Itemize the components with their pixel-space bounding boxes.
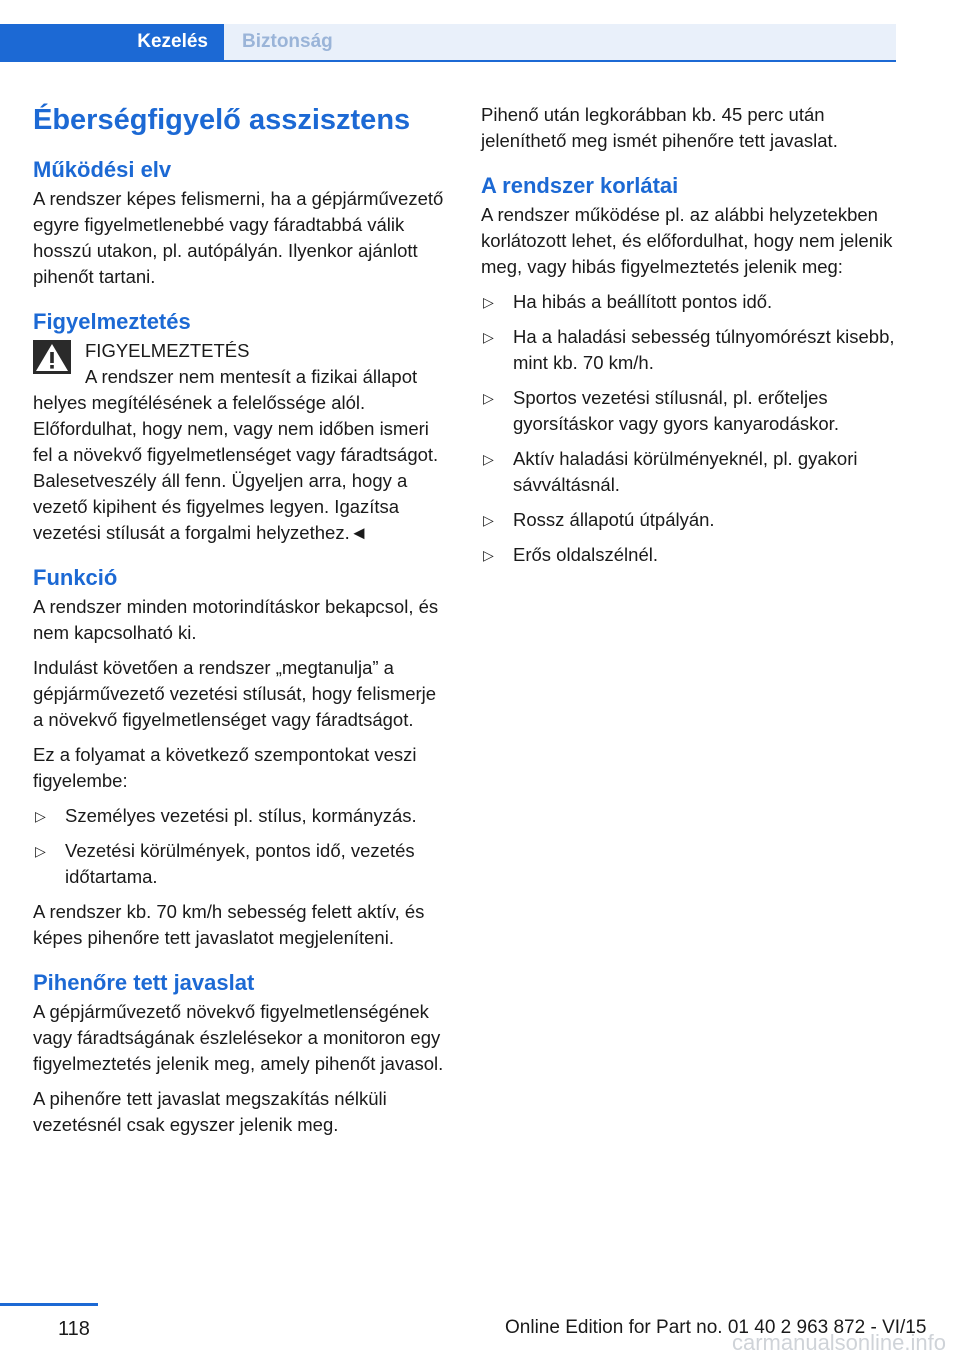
function-p2: Indulást követően a rendszer „megtanulja” a gépjárművezető vezetési stílusát, hogy felismerje a növekvő figyelmetlenséget vagy fáradtságot.	[33, 657, 437, 730]
list-item: ▷ Aktív haladási körülményeknél, pl. gyakori sávváltásnál.	[483, 448, 858, 495]
bullet-triangle-icon: ▷	[483, 512, 494, 528]
heading-principle: Működési elv	[33, 157, 172, 182]
bullet-triangle-icon: ▷	[483, 294, 494, 310]
list-item: ▷ Vezetési körülmények, pontos idő, vezetés időtartama.	[35, 840, 415, 887]
section-rest	[33, 969, 449, 1138]
edition-text: Online Edition for Part no. 01 40 2 963 872 - VI/15	[505, 1317, 927, 1338]
page-number: 118	[58, 1318, 90, 1340]
warning-label: FIGYELMEZTETÉS	[85, 340, 250, 361]
right-column	[481, 102, 897, 586]
warning-block	[33, 338, 449, 546]
principle-text: A rendszer képes felismerni, ha a gépjárművezető egyre figyelmetlenebbé vagy fáradtabbá válik hosszú utakon, pl. autópályán. Ilyenkor ajánlott pihenőt tartani.	[33, 188, 444, 287]
section-function	[33, 564, 449, 951]
watermark: carmanualsonline.info	[731, 1330, 946, 1355]
function-p3: Ez a folyamat a következő szempontokat veszi figyelembe:	[33, 744, 417, 791]
heading-warning: Figyelmeztetés	[33, 309, 191, 334]
header-rule	[0, 60, 896, 62]
warning-text: helyes megítélésének a felelőssége alól. Előfordulhat, hogy nem, vagy nem időben ismeri fel a növekvő figyelmetlenséget vagy fáradtságot. Balesetveszély áll fenn. Ügyeljen arra, hogy a vezető kipihent és figyelmes legyen. Igazítsa vezetési stílusát a forgalmi helyzethez.◄	[33, 392, 439, 543]
heading-limits: A rendszer korlátai	[481, 173, 679, 198]
function-p1: A rendszer minden motorindításkor bekapcsol, és nem kapcsolható ki.	[33, 596, 439, 643]
heading-function: Funkció	[33, 565, 118, 590]
list-item: ▷ Személyes vezetési pl. stílus, kormányzás.	[33, 803, 449, 829]
bullet-triangle-icon: ▷	[483, 329, 494, 345]
heading-rest: Pihenőre tett javaslat	[33, 970, 255, 995]
bullet-triangle-icon: ▷	[35, 808, 46, 824]
tab-biztonsag: Biztonság	[224, 24, 896, 60]
list-item: ▷ Ha hibás a beállított pontos idő.	[481, 289, 897, 315]
list-item: ▷ Ha a haladási sebesség túlnyomórészt kisebb, mint kb. 70 km/h.	[483, 326, 895, 373]
page-header	[0, 24, 896, 62]
footer-rule	[0, 1303, 98, 1306]
list-item: ▷ Erős oldalszélnél.	[481, 542, 897, 568]
bullet-triangle-icon: ▷	[483, 390, 494, 406]
bullet-triangle-icon: ▷	[483, 451, 494, 467]
function-bullet-list	[33, 803, 449, 890]
function-p4: A rendszer kb. 70 km/h sebesség felett aktív, és képes pihenőre tett javaslatot megjeleníteni.	[33, 901, 425, 948]
list-item: ▷ Sportos vezetési stílusnál, pl. erőteljes gyorsításkor vagy gyors kanyarodáskor.	[483, 387, 839, 434]
limits-p1: A rendszer működése pl. az alábbi helyzetekben korlátozott lehet, és előfordulhat, hogy nem jelenik meg, vagy hibás figyelmeztetés jelenik meg:	[481, 204, 893, 277]
warning-triangle-icon	[33, 340, 71, 374]
section-limits	[481, 172, 897, 568]
tab-kezeles: Kezelés	[0, 24, 224, 60]
section-warning	[33, 308, 449, 546]
warning-text-first: A rendszer nem mentesít a fizikai állapot	[85, 366, 418, 387]
rest-interval-text: Pihenő után legkorábban kb. 45 perc után jeleníthető meg ismét pihenőre tett javaslat.	[481, 104, 838, 151]
section-principle	[33, 156, 449, 290]
rest-p2: A pihenőre tett javaslat megszakítás nélküli vezetésnél csak egyszer jelenik meg.	[33, 1088, 387, 1135]
list-item: ▷ Rossz állapotú útpályán.	[481, 507, 897, 533]
limits-bullet-list	[481, 289, 897, 568]
bullet-triangle-icon: ▷	[483, 547, 494, 563]
rest-p1: A gépjárművezető növekvő figyelmetlenségének vagy fáradtságának észlelésekor a monitoron egy figyelmeztetés jelenik meg, amely pihenőt javasol.	[33, 1001, 444, 1074]
page-title: Éberségfigyelő asszisztens	[33, 104, 411, 136]
bullet-triangle-icon: ▷	[35, 843, 46, 859]
left-column	[33, 96, 449, 1156]
